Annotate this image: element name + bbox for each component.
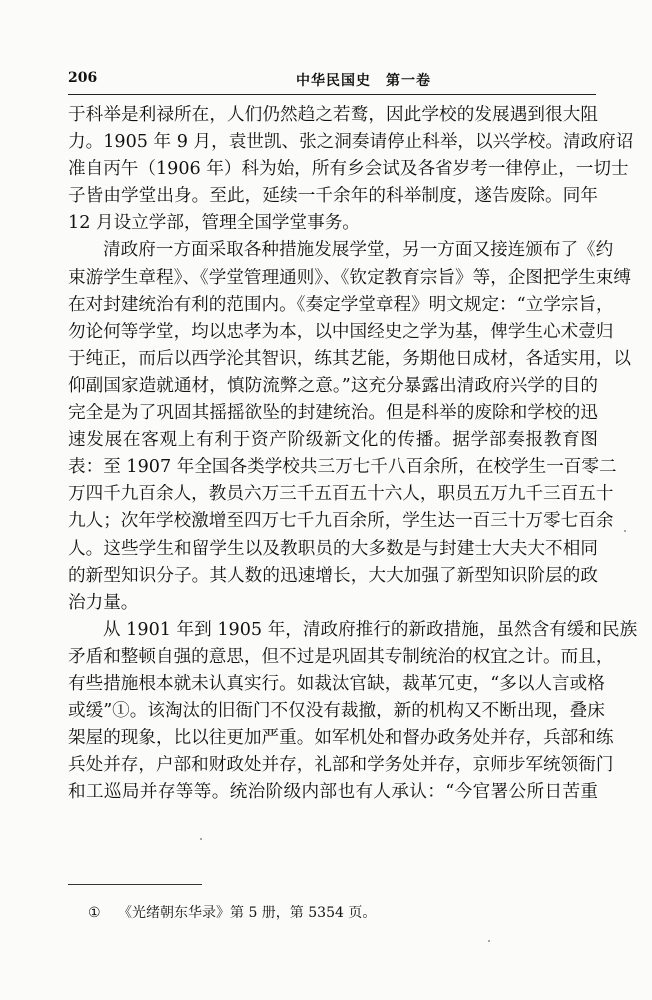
text-line: 表：至 1907 年全国各类学校共三万七千八百余所，在校学生一百零二 <box>68 457 617 478</box>
text-line: 和工巡局并存等等。统治阶级内部也有人承认：“今官署公所日苦重 <box>68 782 598 803</box>
text-line: 完全是为了巩固其摇摇欲坠的封建统治。但是科举的废除和学校的迅 <box>68 403 598 424</box>
body-text <box>68 102 638 806</box>
text-line: 九人；次年学校激增至四万七千九百余所，学生达一百三十万零七百余 <box>68 511 614 532</box>
text-line: 的新型知识分子。其人数的迅速增长，大大加强了新型知识阶层的政 <box>68 565 598 586</box>
text-line: 架屋的现象，比以往更加严重。如军机处和督办政务处并存，兵部和练 <box>68 728 614 749</box>
text-line: 人。这些学生和留学生以及教职员的大多数是与封建士大夫大不相同 <box>68 538 598 559</box>
page-header <box>68 70 598 92</box>
footnote <box>88 903 588 923</box>
text-line: 兵处并存，户部和财政处并存，礼部和学务处并存，京师步军统领衙门 <box>68 755 614 776</box>
scan-speck <box>488 940 490 942</box>
text-line: 治力量。 <box>68 592 139 613</box>
text-line: 子皆由学堂出身。至此，延续一千余年的科举制度，遂告废除。同年 <box>68 186 598 207</box>
text-line: 勿论何等学堂，均以忠孝为本，以中国经史之学为基，俾学生心术壹归 <box>68 321 614 342</box>
footnote-rule <box>68 884 202 885</box>
text-line: 力。1905 年 9 月，袁世凯、张之洞奏请停止科举，以兴学校。清政府诏 <box>68 132 634 153</box>
text-line: 矛盾和整顿自强的意思，但不过是巩固其专制统治的权宜之计。而且， <box>68 646 614 667</box>
text-line: 速发展在客观上有利于资产阶级新文化的传播。据学部奏报教育图 <box>68 430 598 451</box>
header-rule <box>68 94 596 95</box>
scan-speck <box>624 530 626 532</box>
text-line: 于纯正，而后以西学沦其智识，练其艺能，务期他日成材，各适实用，以 <box>68 348 632 369</box>
text-line: 从 1901 年到 1905 年，清政府推行的新政措施，虽然含有缓和民族 <box>103 619 638 640</box>
paragraph <box>68 617 638 807</box>
page-number: 206 <box>68 70 98 86</box>
footnote-text: 《光绪朝东华录》第 5 册，第 5354 页。 <box>118 905 377 921</box>
paragraph <box>68 102 634 237</box>
text-line: 清政府一方面采取各种措施发展学堂，另一方面又接连颁布了《约 <box>103 240 614 261</box>
text-line: 或缓”①。该淘汰的旧衙门不仅没有裁撤，新的机构又不断出现，叠床 <box>68 701 605 722</box>
text-line: 束游学生章程》、《学堂管理通则》、《钦定教育宗旨》等，企图把学生束缚 <box>68 267 631 288</box>
text-line: 在对封建统治有利的范围内。《奏定学堂章程》明文规定：“立学宗旨， <box>68 294 614 315</box>
text-line: 有些措施根本就未认真实行。如裁汰官缺，裁革冗吏，“多以人言或格 <box>68 673 605 694</box>
text-line: 12 月设立学部，管理全国学堂事务。 <box>68 213 360 234</box>
scan-speck <box>200 838 202 840</box>
text-line: 仰副国家造就通材，慎防流弊之意。”这充分暴露出清政府兴学的目的 <box>68 375 598 396</box>
text-line: 万四千九百余人，教员六万三千五百五十六人，职员五万九千三百五十 <box>68 484 614 505</box>
text-line: 准自丙午（1906 年）科为始，所有乡会试及各省岁考一律停止，一切士 <box>68 159 629 180</box>
text-line: 于科举是利禄所在，人们仍然趋之若鹜，因此学校的发展遇到很大阻 <box>68 105 598 125</box>
paragraph <box>68 237 632 616</box>
footnote-mark: ① <box>88 905 101 921</box>
running-head: 中华民国史 第一卷 <box>296 73 431 89</box>
